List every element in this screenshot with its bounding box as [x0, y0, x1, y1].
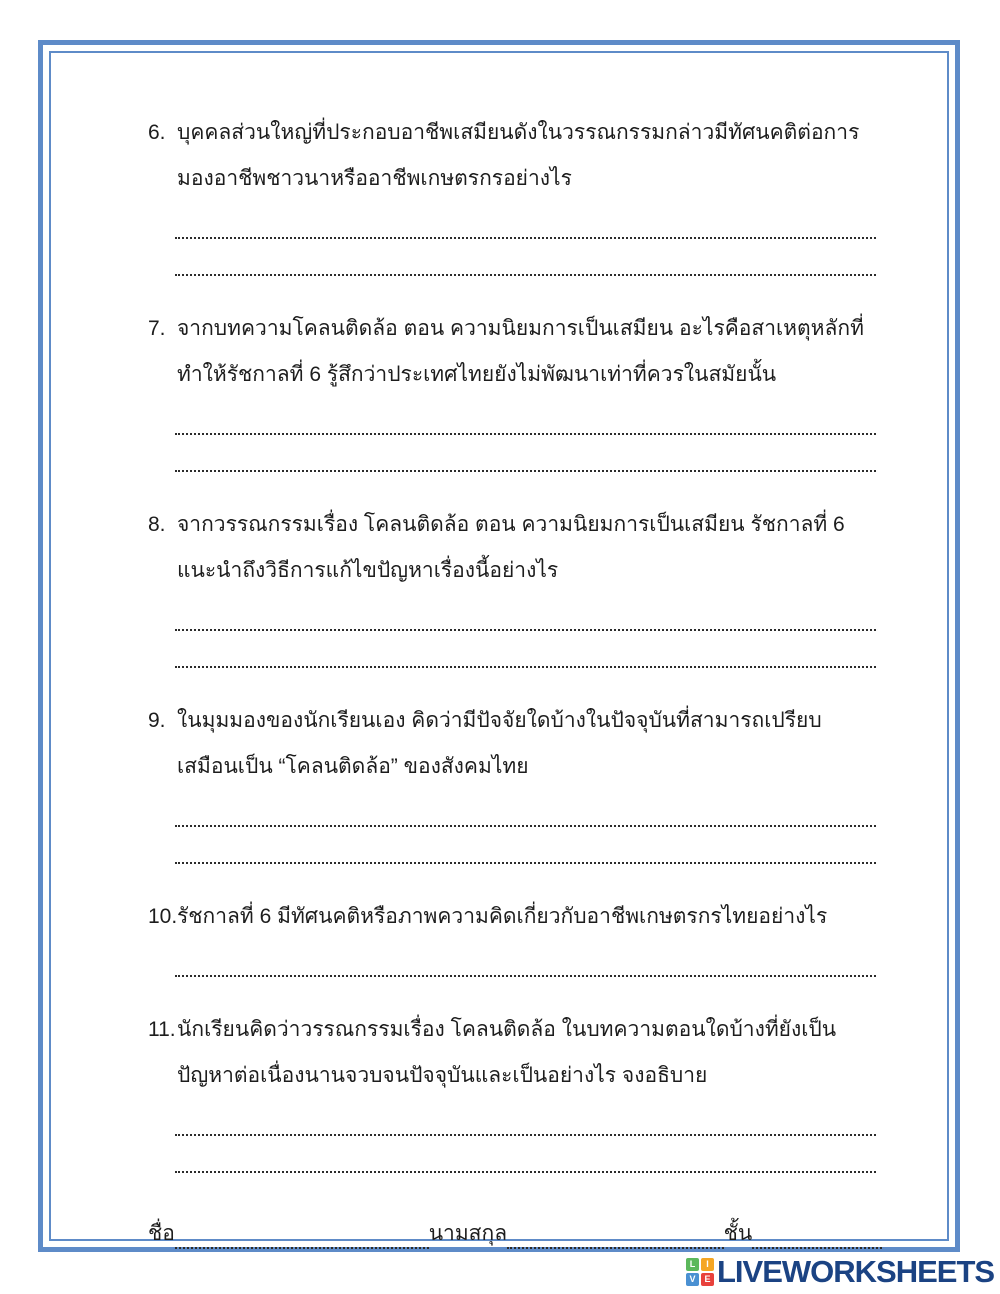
- question-number: 11.: [148, 1018, 176, 1041]
- answer-line[interactable]: [175, 1099, 876, 1136]
- liveworksheets-logo[interactable]: [686, 1254, 994, 1290]
- question-number: 6.: [148, 121, 166, 144]
- question-text: นักเรียนคิดว่าวรรณกรรมเรื่อง โคลนติดล้อ ในบทความตอนใดบ้างที่ยังเป็นปัญหาต่อเนื่องนานจวบจนปัจจุบันและเป็นอย่างไร จงอธิบาย: [177, 1018, 837, 1087]
- answer-line[interactable]: [175, 202, 876, 239]
- answer-line[interactable]: [175, 594, 876, 631]
- class-label: ชั้น: [723, 1222, 753, 1245]
- question-11: [148, 1007, 882, 1173]
- surname-fill-line[interactable]: [507, 1225, 724, 1249]
- answer-line[interactable]: [175, 790, 876, 827]
- question-text: ในมุมมองของนักเรียนเอง คิดว่ามีปัจจัยใดบ้างในปัจจุบันที่สามารถเปรียบเสมือนเป็น “โคลนติดล้อ” ของสังคมไทย: [177, 709, 822, 778]
- name-label: ชื่อ: [148, 1222, 175, 1245]
- class-fill-line[interactable]: [752, 1225, 882, 1249]
- name-fill-line[interactable]: [175, 1225, 429, 1249]
- answer-line[interactable]: [175, 631, 876, 668]
- answer-line[interactable]: [175, 435, 876, 472]
- answer-line[interactable]: [175, 239, 876, 276]
- question-8: [148, 502, 882, 668]
- question-7: [148, 306, 882, 472]
- question-number: 7.: [148, 317, 166, 340]
- question-text: จากบทความโคลนติดล้อ ตอน ความนิยมการเป็นเสมียน อะไรคือสาเหตุหลักที่ทำให้รัชกาลที่ 6 รู้สึกว่าประเทศไทยยังไม่พัฒนาเท่าที่ควรในสมัยนั้น: [177, 317, 864, 386]
- logo-tile-v: V: [686, 1273, 699, 1286]
- question-9: [148, 698, 882, 864]
- worksheet-content: [148, 110, 882, 1249]
- surname-label: นามสกุล: [428, 1222, 508, 1245]
- question-text: จากวรรณกรรมเรื่อง โคลนติดล้อ ตอน ความนิยมการเป็นเสมียน รัชกาลที่ 6 แนะนำถึงวิธีการแก้ไขปัญหาเรื่องนี้อย่างไร: [177, 513, 845, 582]
- answer-line[interactable]: [175, 398, 876, 435]
- logo-tile-i: I: [701, 1258, 714, 1271]
- question-number: 9.: [148, 709, 166, 732]
- question-text: รัชกาลที่ 6 มีทัศนคติหรือภาพความคิดเกี่ยวกับอาชีพเกษตรกรไทยอย่างไร: [177, 905, 828, 928]
- answer-line[interactable]: [175, 827, 876, 864]
- question-text: บุคคลส่วนใหญ่ที่ประกอบอาชีพเสมียนดังในวรรณกรรมกล่าวมีทัศนคติต่อการมองอาชีพชาวนาหรืออาชีพเกษตรกรอย่างไร: [177, 121, 860, 190]
- logo-tile-l: L: [686, 1258, 699, 1271]
- question-6: [148, 110, 882, 276]
- answer-line[interactable]: [175, 940, 876, 977]
- liveworksheets-logo-text: LIVEWORKSHEETS: [717, 1254, 995, 1289]
- question-number: 8.: [148, 513, 166, 536]
- question-10: [148, 894, 882, 977]
- liveworksheets-icon: [686, 1258, 714, 1286]
- logo-tile-e: E: [701, 1273, 714, 1286]
- answer-line[interactable]: [175, 1136, 876, 1173]
- student-info-row: [148, 1219, 882, 1249]
- question-number: 10.: [148, 905, 178, 928]
